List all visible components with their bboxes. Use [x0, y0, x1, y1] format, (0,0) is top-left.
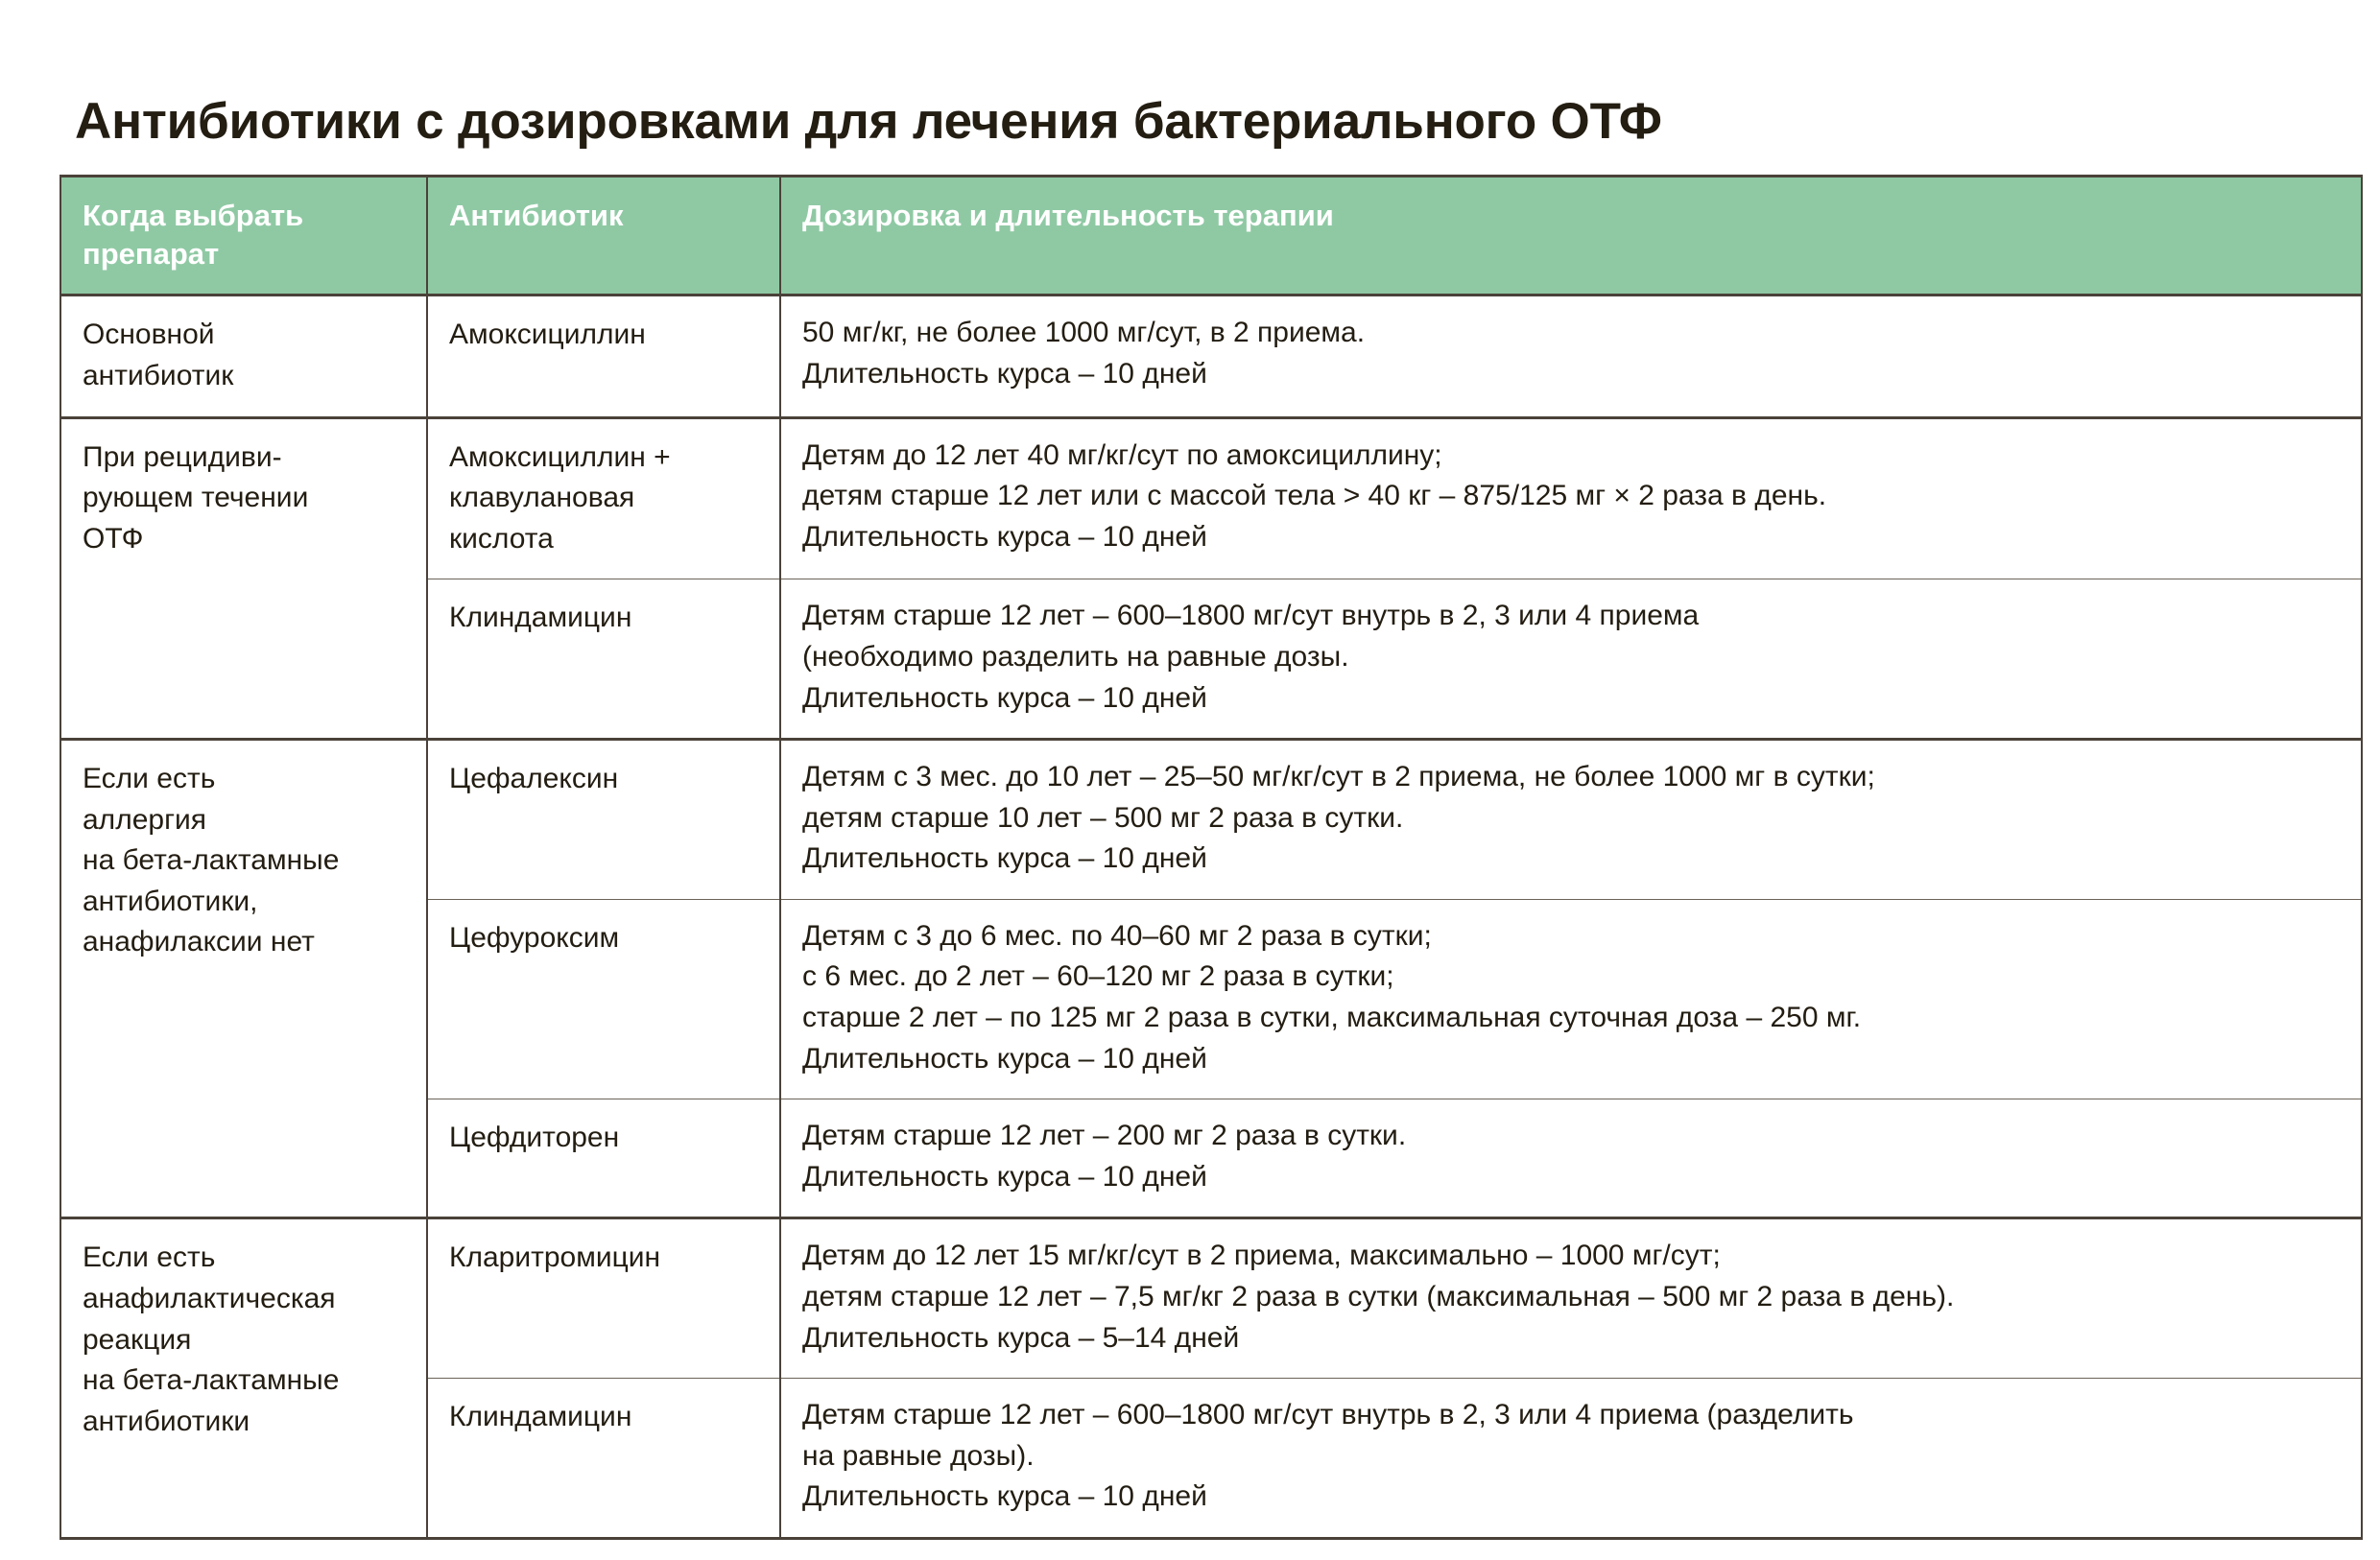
drug-line: Кларитромицин [449, 1241, 661, 1274]
drug-line: Цефдиторен [449, 1122, 620, 1154]
column-header-when [60, 177, 427, 295]
drug-line: кислота [449, 522, 554, 555]
dose-line: Длительность курса – 10 дней [802, 842, 1207, 875]
cell-dose-cefditoren [780, 1099, 2362, 1218]
dose-line: Длительность курса – 10 дней [802, 681, 1207, 714]
cell-dose-clindamycin-anaphylaxis [780, 1379, 2362, 1539]
cell-drug-cefalexin [427, 740, 780, 900]
when-line: Если есть [83, 763, 216, 795]
cell-drug-clarithromycin [427, 1218, 780, 1379]
dose-line: Детям с 3 до 6 мес. по 40–60 мг 2 раза в сутки; [802, 919, 1432, 952]
antibiotic-dosage-table [60, 175, 2363, 1540]
dose-line: Детям старше 12 лет – 600–1800 мг/сут внутрь в 2, 3 или 4 приема (разделить [802, 1399, 1854, 1431]
dose-line: на равные дозы). [802, 1439, 1035, 1472]
column-header-when-line1: Когда выбрать [83, 199, 304, 232]
drug-line: Цефалексин [449, 763, 619, 795]
table-header-row [60, 177, 2362, 295]
dose-line: Длительность курса – 10 дней [802, 1480, 1207, 1513]
cell-drug-amoxicillin [427, 295, 780, 417]
dose-line: детям старше 10 лет – 500 мг 2 раза в сутки. [802, 801, 1404, 834]
cell-dose-clarithromycin [780, 1218, 2362, 1379]
table-header [60, 177, 2362, 295]
cell-drug-clindamycin-anaphylaxis [427, 1379, 780, 1539]
dose-line: детям старше 12 лет – 7,5 мг/кг 2 раза в сутки (максимальная – 500 мг 2 раза в день). [802, 1281, 1955, 1313]
table-row [60, 417, 2362, 579]
dose-line: Детям до 12 лет 15 мг/кг/сут в 2 приема, максимально – 1000 мг/сут; [802, 1240, 1721, 1272]
column-header-antibiotic: Антибиотик [427, 177, 780, 295]
table-row [60, 740, 2362, 900]
drug-line: Амоксициллин + [449, 440, 671, 473]
cell-when-group-4 [60, 1218, 427, 1539]
cell-dose-amoxicillin-clavulanate [780, 417, 2362, 579]
when-line: антибиотики, [83, 885, 258, 917]
when-line: антибиотик [83, 359, 234, 391]
dose-line: Детям старше 12 лет – 600–1800 мг/сут внутрь в 2, 3 или 4 приема [802, 600, 1700, 632]
cell-dose-clindamycin-relapse [780, 579, 2362, 740]
dose-line: Детям до 12 лет 40 мг/кг/сут по амоксициллину; [802, 438, 1442, 471]
dose-line: Длительность курса – 10 дней [802, 1160, 1207, 1193]
when-line: анафилаксии нет [83, 926, 315, 958]
cell-dose-cefuroxime [780, 899, 2362, 1099]
cell-dose-cefalexin [780, 740, 2362, 900]
cell-drug-clindamycin-relapse [427, 579, 780, 740]
when-line: Если есть [83, 1241, 216, 1274]
dose-line: 50 мг/кг, не более 1000 мг/сут, в 2 приема. [802, 317, 1366, 349]
drug-line: Клиндамицин [449, 602, 632, 634]
drug-line: Клиндамицин [449, 1401, 632, 1433]
dose-line: (необходимо разделить на равные дозы. [802, 640, 1349, 673]
when-line: рующем течении [83, 482, 309, 514]
dose-line: старше 2 лет – по 125 мг 2 раза в сутки, максимальная суточная доза – 250 мг. [802, 1002, 1862, 1034]
when-line: При рецидиви- [83, 440, 282, 473]
when-line: ОТФ [83, 522, 144, 555]
when-line: Основной [83, 319, 215, 351]
drug-line: клавулановая [449, 482, 635, 514]
dose-line: Длительность курса – 5–14 дней [802, 1321, 1240, 1354]
page-title: Антибиотики с дозировками для лечения бактериального ОТФ [75, 92, 1662, 150]
cell-when-group-1 [60, 295, 427, 417]
when-line: анафилактическая [83, 1283, 336, 1315]
cell-drug-cefuroxime [427, 899, 780, 1099]
drug-line: Цефуроксим [449, 921, 620, 954]
dose-line: детям старше 12 лет или с массой тела > 40 кг – 875/125 мг × 2 раза в день. [802, 480, 1827, 512]
cell-dose-amoxicillin [780, 295, 2362, 417]
dose-line: Детям с 3 мес. до 10 лет – 25–50 мг/кг/сут в 2 приема, не более 1000 мг в сутки; [802, 761, 1875, 793]
dose-line: Длительность курса – 10 дней [802, 520, 1207, 553]
when-line: реакция [83, 1323, 192, 1356]
table-row [60, 295, 2362, 417]
when-line: аллергия [83, 803, 207, 836]
dose-line: Детям старше 12 лет – 200 мг 2 раза в сутки. [802, 1120, 1407, 1152]
column-header-dosage: Дозировка и длительность терапии [780, 177, 2362, 295]
when-line: на бета-лактамные [83, 844, 340, 877]
drug-line: Амоксициллин [449, 319, 646, 351]
when-line: антибиотики [83, 1405, 250, 1437]
cell-drug-cefditoren [427, 1099, 780, 1218]
dose-line: с 6 мес. до 2 лет – 60–120 мг 2 раза в сутки; [802, 960, 1394, 993]
dose-line: Длительность курса – 10 дней [802, 357, 1207, 390]
table-body [60, 295, 2362, 1539]
cell-when-group-2 [60, 417, 427, 740]
when-line: на бета-лактамные [83, 1364, 340, 1397]
column-header-when-line2: препарат [83, 236, 220, 271]
table-row [60, 1218, 2362, 1379]
cell-drug-amoxicillin-clavulanate [427, 417, 780, 579]
cell-when-group-3 [60, 740, 427, 1218]
dose-line: Длительность курса – 10 дней [802, 1042, 1207, 1075]
dosage-table-container [60, 175, 2361, 1540]
